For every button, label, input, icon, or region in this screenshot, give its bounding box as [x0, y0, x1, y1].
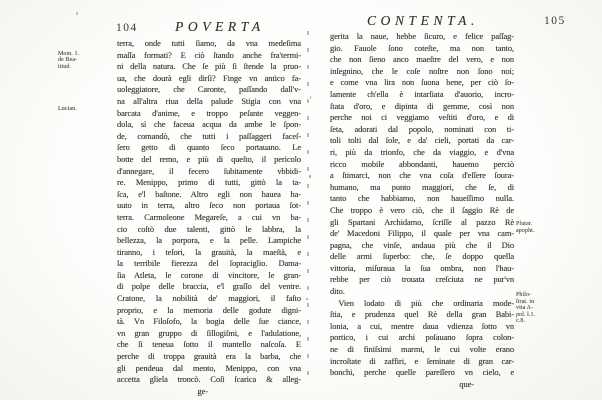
body-line: de, comandò, che tutti i paſſaggeri faceſ-	[117, 130, 301, 141]
scan-speck	[76, 12, 78, 15]
body-line: tà. Vn Filoſofo, la bogia delle ſue ciance,	[117, 316, 301, 327]
margin-note-line: pol. l.1.	[516, 311, 536, 318]
left-page-number: 104	[116, 22, 138, 34]
body-line: de' Macedoni Filippo, il quale per vna cam-	[330, 228, 514, 239]
body-line: humano, ma punto maggiori, che ſe, di	[330, 181, 514, 192]
margin-note-line: Philo-	[516, 292, 532, 298]
body-line: lonia, a cui, mentre daua vdienza ſotto vn	[330, 320, 514, 331]
body-line: Cratone, la nobilità de' maggiori, il faſto	[117, 293, 301, 304]
right-page	[302, 0, 602, 400]
body-line: gerita la naue, hebbe ſicuro, e felice paſſag-	[330, 31, 514, 41]
body-line: accetta gliela troncò. Coſi ſcarica & alleg-	[117, 374, 301, 385]
right-running-title: CONTENTA.	[367, 13, 479, 28]
body-line: perche noi ci veggiamo veſtiti d'oro, e di	[330, 112, 514, 123]
body-line: perche di troppa grauità era la barba, che	[117, 351, 301, 362]
body-line: Vien lodato di più che ordinaria mode-	[330, 297, 514, 308]
catchword: que-	[459, 378, 474, 389]
body-line: gli pendeua dal mento, Menippo, con vna	[117, 362, 301, 373]
body-line: botte del remo, e più di queſto, il pericolo	[117, 153, 301, 164]
body-line: di polpe delle braccia, e'l graſſo del ventre.	[117, 281, 301, 292]
right-body-text	[330, 31, 514, 390]
body-line: d'annegare, il fecero ſubitamente vbbidi-	[117, 165, 301, 176]
body-line: ſca, e'l baſtone. Altro egli non hauea ha-	[117, 188, 301, 199]
body-line: dola, sì che faceua acqua da ambe le ſpon-	[117, 119, 301, 130]
body-line: che ſi teneua ſotto il mantello naſcoſa. E	[117, 339, 301, 350]
body-line: gli Spartani Archidamo, ſcriſſe al pazzo Rè	[330, 216, 514, 227]
margin-note-line: Mom. 1.	[58, 50, 80, 57]
body-line: che non ſieno anco maeſtre del vero, e non	[330, 54, 514, 65]
margin-note-line: ſtrat. in	[516, 298, 535, 305]
margin-note-citation	[516, 221, 535, 234]
left-running-title: POVERTA	[175, 19, 265, 34]
right-page-number: 105	[544, 15, 566, 27]
body-line: Che troppo è vero ciò, che il ſaggio Rè de	[330, 204, 514, 215]
body-line: tiranno, i teſori, la grauità, la maeſtà, e	[117, 246, 301, 257]
body-line: inſegnino, che le coſe noſtre non ſono noi;	[330, 65, 514, 76]
body-line: gio. Fauole ſono coteſte, ma non tanto,	[330, 42, 514, 53]
margin-note-line: titud.	[58, 63, 72, 70]
body-line: maſſa formati? E ciò ſtando anche fra'termi-	[117, 49, 301, 60]
margin-note-citation	[58, 106, 77, 113]
body-line: proprio, e la memoria delle godute digni-	[117, 304, 301, 315]
body-line: ne di finiſsimi marmi, le cui volte erano	[330, 344, 514, 355]
left-page-header	[116, 19, 302, 35]
body-line: pagna, che vinſe, andaua più che il Dio	[330, 239, 514, 250]
body-line: ſeta, adorati dal popolo, nominati con ti-	[330, 123, 514, 134]
margin-note-line: apopht.	[516, 227, 535, 234]
body-line: la terribile fierezza del ſopraciglio. Dama-	[117, 258, 301, 269]
body-line: uuto in terra, altro ſeco non portaua ſot-	[117, 200, 301, 211]
body-line: ſia Atleta, le corone di vincitore, le gran-	[117, 269, 301, 280]
body-line: vn gran gruppo di ſillogiſmi, e l'adulatione,	[117, 327, 301, 338]
body-line: tanto che habbiamo, non haueſſimo nulla.	[330, 193, 514, 204]
body-line: ſero getto di quanto ſeco portauano. Le	[117, 142, 301, 153]
right-page-header	[330, 13, 566, 29]
body-line: cio coſtò due talenti, gittò le labbra, la	[117, 223, 301, 234]
body-line: ri, più da trionfo, che da viaggio, e d'vna	[330, 146, 514, 157]
body-line: ricco mobile abbondanti, hauemo perciò	[330, 158, 514, 169]
margin-note-line: Lucian.	[58, 106, 77, 113]
margin-note-line: c.8.	[516, 318, 526, 325]
body-line: re. Menippo, primo di tutti, gittò la ta-	[117, 177, 301, 188]
body-line: terra. Carmoleone Megareſe, a cui vn ba-	[117, 211, 301, 222]
body-line: lamente ch'ella è intarſiata d'auorio, incro-	[330, 88, 514, 99]
body-line: vittoria, miſuraua la ſua ombra, non l'hau-	[330, 262, 514, 273]
body-line: ſtata d'oro, e dipinta di gemme, così non	[330, 100, 514, 111]
left-body-lines	[117, 38, 301, 386]
margin-note-citation	[58, 51, 79, 71]
margin-note-line: Plutar.	[516, 221, 533, 228]
body-line: delle armi ſuperbo: che, ſe doppo quella	[330, 251, 514, 262]
body-line: terra, onde tutti ſiamo, da vna medeſima	[117, 38, 301, 48]
body-line: ni della natura. Che ſe più ſi ſtende la pruo-	[117, 61, 301, 72]
body-line: e come vna lira non ſuona bene, per ciò ſo-	[330, 77, 514, 88]
body-line: bonchi, perche quelle pareſſero vn cielo, e	[330, 367, 514, 378]
body-line: a ſtimarci, non che vna coſa d'eſſere ſoura-	[330, 170, 514, 181]
margin-note-line: de Bea-	[58, 57, 78, 64]
body-line: dito.	[330, 286, 345, 297]
body-line: uoleggiatore, che Caronte, paſſando dall'v-	[117, 84, 301, 95]
body-line: portico, i cui archi poſauano ſopra colon-	[330, 332, 514, 343]
body-line: bellezza, la porpora, e la pelle. Lampiche	[117, 235, 301, 246]
body-line: barcata d'anime, e troppo peſante veggen-	[117, 107, 301, 118]
body-line: incroſtate di zaffiri, e ſeminate di gran car-	[330, 355, 514, 366]
body-line: na all'altra riua della palude Stigia con vna	[117, 95, 301, 106]
catchword: ge-	[197, 385, 208, 396]
left-body-text	[117, 38, 301, 397]
body-line: toli tolti dal ſole, e da' cieli, portati da car-	[330, 135, 514, 146]
body-line: rebbe per ciò trouata creſciuta ne pur'vn	[330, 274, 514, 285]
body-line: ſtia, e prudenza quel Rè della gran Babi-	[330, 309, 514, 320]
margin-note-citation	[516, 292, 535, 325]
right-body-lines	[330, 31, 514, 379]
body-line: ua, che dourà egli dirſi? Finge vn antico fa-	[117, 72, 301, 83]
margin-note-line: vita A-	[516, 305, 534, 312]
